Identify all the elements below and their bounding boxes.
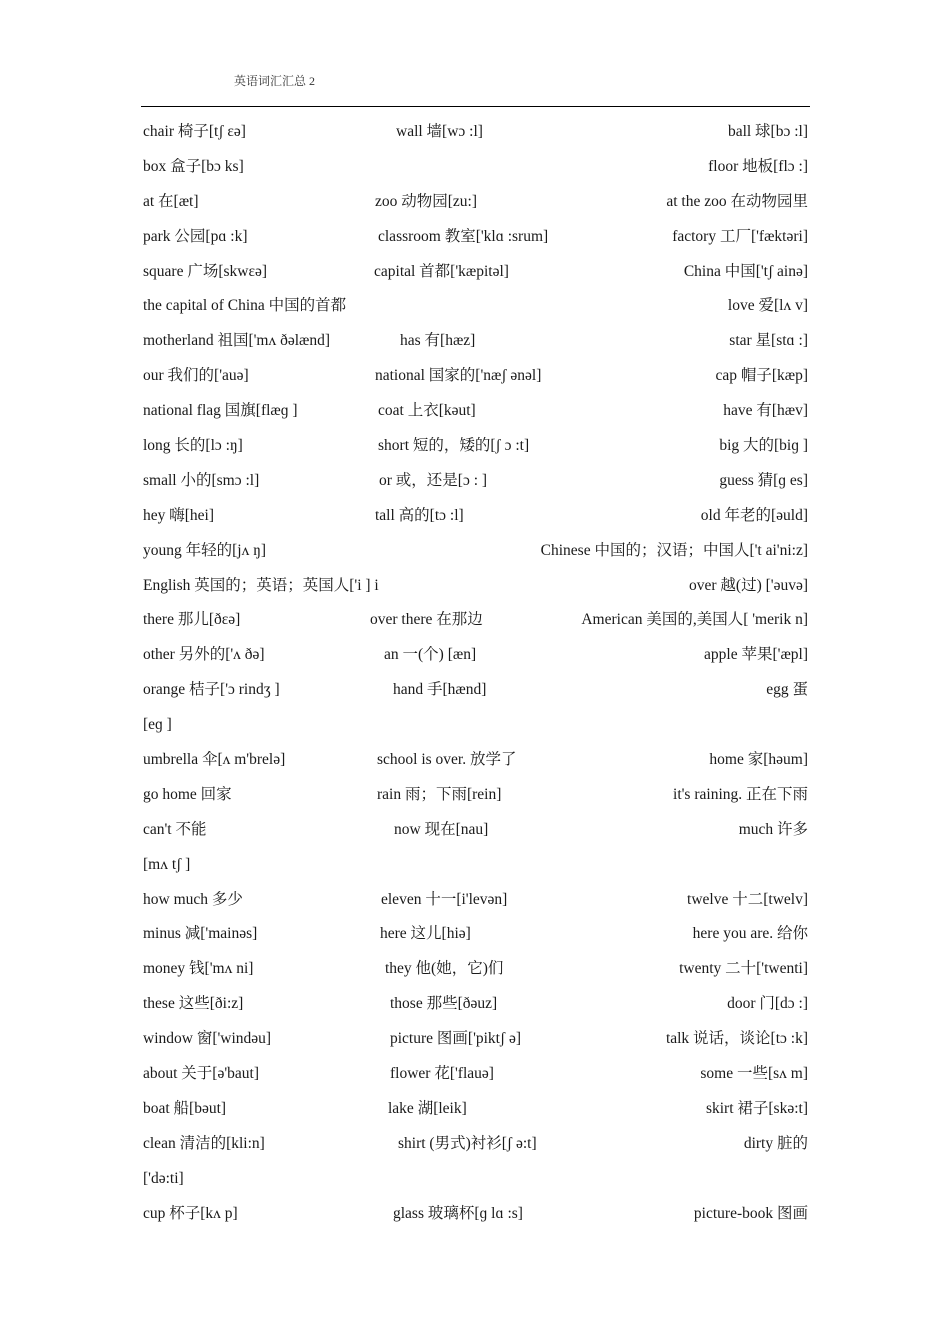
vocab-row xyxy=(143,115,808,150)
vocab-entry-left: the capital of China 中国的首都 xyxy=(143,297,347,315)
vocab-row xyxy=(143,848,808,883)
vocab-entry-left: window 窗['windəu] xyxy=(143,1030,272,1048)
vocab-entry-middle: glass 玻璃杯[ɡ lɑ :s] xyxy=(393,1204,523,1222)
vocab-entry-right: star 星[stɑ :] xyxy=(729,332,808,350)
vocab-entry-left: about 关于[ə'baut] xyxy=(143,1065,259,1083)
vocab-entry-left: square 广场[skwɛə] xyxy=(143,262,268,280)
vocab-entry-left: at 在[æt] xyxy=(143,192,199,210)
vocab-entry-right: apple 苹果['æpl] xyxy=(704,646,808,664)
vocab-entry-right: home 家[həum] xyxy=(709,751,808,769)
vocab-entry-right: twenty 二十['twenti] xyxy=(679,960,808,978)
vocab-row xyxy=(143,1092,808,1127)
vocab-entry-left: long 长的[lɔ :ŋ] xyxy=(143,437,243,455)
vocab-entry-left: clean 清洁的[kli:n] xyxy=(143,1134,265,1152)
vocab-entry-middle: those 那些[ðəuz] xyxy=(390,995,498,1013)
vocab-entry-middle: school is over. 放学了 xyxy=(377,751,517,769)
vocab-entry-right: China 中国['tʃ ainə] xyxy=(683,262,808,280)
vocab-row xyxy=(143,987,808,1022)
vocab-entry-left: boat 船[bəut] xyxy=(143,1099,227,1117)
vocab-entry-left: ['də:ti] xyxy=(143,1169,184,1187)
vocab-entry-left: [eɡ ] xyxy=(143,716,172,734)
vocab-entry-middle: over there 在那边 xyxy=(370,611,483,629)
vocab-entry-middle: national 国家的['næʃ ənəl] xyxy=(375,367,542,385)
vocab-entry-right: Chinese 中国的；汉语；中国人['t ai'ni:z] xyxy=(540,541,808,559)
vocab-entry-left: hey 嗨[hei] xyxy=(143,506,215,524)
vocab-entry-left: how much 多少 xyxy=(143,890,243,908)
vocab-entry-right: skirt 裙子[skə:t] xyxy=(705,1099,808,1117)
header-rule xyxy=(141,106,810,107)
vocab-entry-right: factory 工厂['fæktəri] xyxy=(672,227,808,245)
vocab-entry-middle: has 有[hæz] xyxy=(400,332,476,350)
vocab-row xyxy=(143,324,808,359)
vocab-entry-middle: short 短的，矮的[ʃ ɔ :t] xyxy=(378,437,530,455)
vocab-entry-left: other 另外的['ʌ ðə] xyxy=(143,646,265,664)
vocab-entry-right: old 年老的[əuld] xyxy=(700,506,808,524)
vocab-row xyxy=(143,813,808,848)
vocab-entry-right: egg 蛋 xyxy=(766,681,808,699)
vocab-entry-left: cup 杯子[kʌ p] xyxy=(143,1204,238,1222)
vocab-entry-middle: hand 手[hænd] xyxy=(393,681,487,699)
vocab-row xyxy=(143,150,808,185)
vocab-row xyxy=(143,673,808,708)
vocab-entry-left: minus 减['mainəs] xyxy=(143,925,258,943)
vocab-row xyxy=(143,603,808,638)
vocab-entry-right: floor 地板[flɔ :] xyxy=(708,157,808,175)
page-header: 英语词汇汇总 2 xyxy=(234,74,316,88)
vocab-entry-right: love 爱[lʌ v] xyxy=(727,297,808,315)
vocab-row xyxy=(143,1127,808,1162)
vocab-entry-left: young 年轻的[jʌ ŋ] xyxy=(143,541,267,559)
vocab-entry-right: at the zoo 在动物园里 xyxy=(666,192,808,210)
vocab-row xyxy=(143,429,808,464)
vocab-entry-left: English 英国的；英语；英国人['i ] i xyxy=(143,576,379,594)
vocab-row xyxy=(143,394,808,429)
vocab-entry-left: there 那儿[ðɛə] xyxy=(143,611,241,629)
vocab-entry-middle: an 一(个) [æn] xyxy=(384,646,477,664)
vocab-entry-left: chair 椅子[tʃ ɛə] xyxy=(143,123,246,140)
vocab-row xyxy=(143,255,808,290)
vocab-entry-middle: zoo 动物园[zu:] xyxy=(375,192,478,210)
vocab-entry-middle: shirt (男式)衬衫[ʃ ə:t] xyxy=(398,1134,537,1152)
vocab-entry-right: over 越(过) ['əuvə] xyxy=(689,576,808,594)
vocab-entry-left: park 公园[pɑ :k] xyxy=(143,227,248,245)
vocabulary-list xyxy=(143,115,808,1232)
vocab-row xyxy=(143,534,808,569)
vocab-entry-middle: classroom 教室['klɑ :srum] xyxy=(378,227,549,245)
vocab-entry-middle: they 他(她，它)们 xyxy=(385,960,504,978)
vocab-entry-right: much 许多 xyxy=(738,820,808,838)
vocab-entry-middle: here 这儿[hiə] xyxy=(380,925,471,943)
vocab-entry-right: twelve 十二[twelv] xyxy=(687,890,808,908)
vocab-entry-right: talk 说话，谈论[tɔ :k] xyxy=(665,1030,808,1048)
vocab-row xyxy=(143,1162,808,1197)
vocab-row xyxy=(143,1022,808,1057)
vocab-entry-left: our 我们的['auə] xyxy=(143,367,249,385)
vocab-entry-right: here you are. 给你 xyxy=(692,925,808,943)
vocab-entry-right: door 门[dɔ :] xyxy=(727,995,808,1013)
vocab-row xyxy=(143,499,808,534)
vocab-entry-right: have 有[hæv] xyxy=(723,402,808,420)
vocab-entry-right: it's raining. 正在下雨 xyxy=(673,785,808,803)
vocab-entry-middle: capital 首都['kæpitəl] xyxy=(374,262,509,280)
vocab-row xyxy=(143,778,808,813)
vocab-entry-right: cap 帽子[kæp] xyxy=(715,367,808,385)
vocab-entry-left: these 这些[ði:z] xyxy=(143,995,244,1013)
vocab-row xyxy=(143,1057,808,1092)
vocab-entry-left: motherland 祖国['mʌ ðəlænd] xyxy=(143,332,331,350)
vocab-entry-left: orange 桔子['ɔ rindʒ ] xyxy=(143,681,280,699)
vocab-entry-left: money 钱['mʌ ni] xyxy=(143,960,254,978)
vocab-entry-right: American 美国的,美国人[ 'merik n] xyxy=(581,611,808,629)
vocab-entry-right: picture-book 图画 xyxy=(693,1204,808,1222)
vocab-entry-middle: eleven 十一[i'levən] xyxy=(381,890,508,908)
vocab-row xyxy=(143,569,808,604)
vocab-entry-right: dirty 脏的 xyxy=(743,1134,808,1152)
vocab-row xyxy=(143,185,808,220)
vocab-entry-left: small 小的[smɔ :l] xyxy=(143,471,260,489)
vocab-row xyxy=(143,1197,808,1232)
vocab-entry-right: guess 猜[ɡ es] xyxy=(719,471,808,489)
vocab-row xyxy=(143,917,808,952)
vocab-row xyxy=(143,638,808,673)
vocab-entry-middle: rain 雨；下雨[rein] xyxy=(377,785,502,803)
vocab-entry-middle: wall 墙[wɔ :l] xyxy=(396,123,483,140)
vocab-entry-middle: flower 花['flauə] xyxy=(390,1065,494,1083)
vocab-row xyxy=(143,220,808,255)
vocab-entry-left: go home 回家 xyxy=(143,785,232,803)
vocab-entry-middle: or 或，还是[ɔ : ] xyxy=(379,471,488,489)
vocab-entry-left: national flag 国旗[flæɡ ] xyxy=(143,402,298,420)
vocab-row xyxy=(143,952,808,987)
vocab-row xyxy=(143,883,808,918)
vocab-row xyxy=(143,743,808,778)
vocab-row xyxy=(143,464,808,499)
vocab-row xyxy=(143,708,808,743)
vocab-entry-right: big 大的[biɡ ] xyxy=(719,437,808,455)
vocab-entry-middle: tall 高的[tɔ :l] xyxy=(375,506,464,524)
vocab-entry-left: umbrella 伞[ʌ m'brelə] xyxy=(143,751,286,769)
vocab-entry-left: [mʌ tʃ ] xyxy=(143,855,191,873)
vocab-entry-right: ball 球[bɔ :l] xyxy=(727,123,808,140)
vocab-entry-middle: lake 湖[leik] xyxy=(388,1099,467,1117)
vocab-row xyxy=(143,359,808,394)
vocab-entry-middle: coat 上衣[kəut] xyxy=(378,402,476,420)
vocab-entry-left: can't 不能 xyxy=(143,820,207,838)
vocab-entry-left: box 盒子[bɔ ks] xyxy=(143,157,244,175)
vocab-entry-middle: picture 图画['piktʃ ə] xyxy=(390,1030,522,1048)
vocab-row xyxy=(143,289,808,324)
vocab-entry-right: some 一些[sʌ m] xyxy=(700,1065,808,1083)
vocab-entry-middle: now 现在[nau] xyxy=(394,820,489,838)
